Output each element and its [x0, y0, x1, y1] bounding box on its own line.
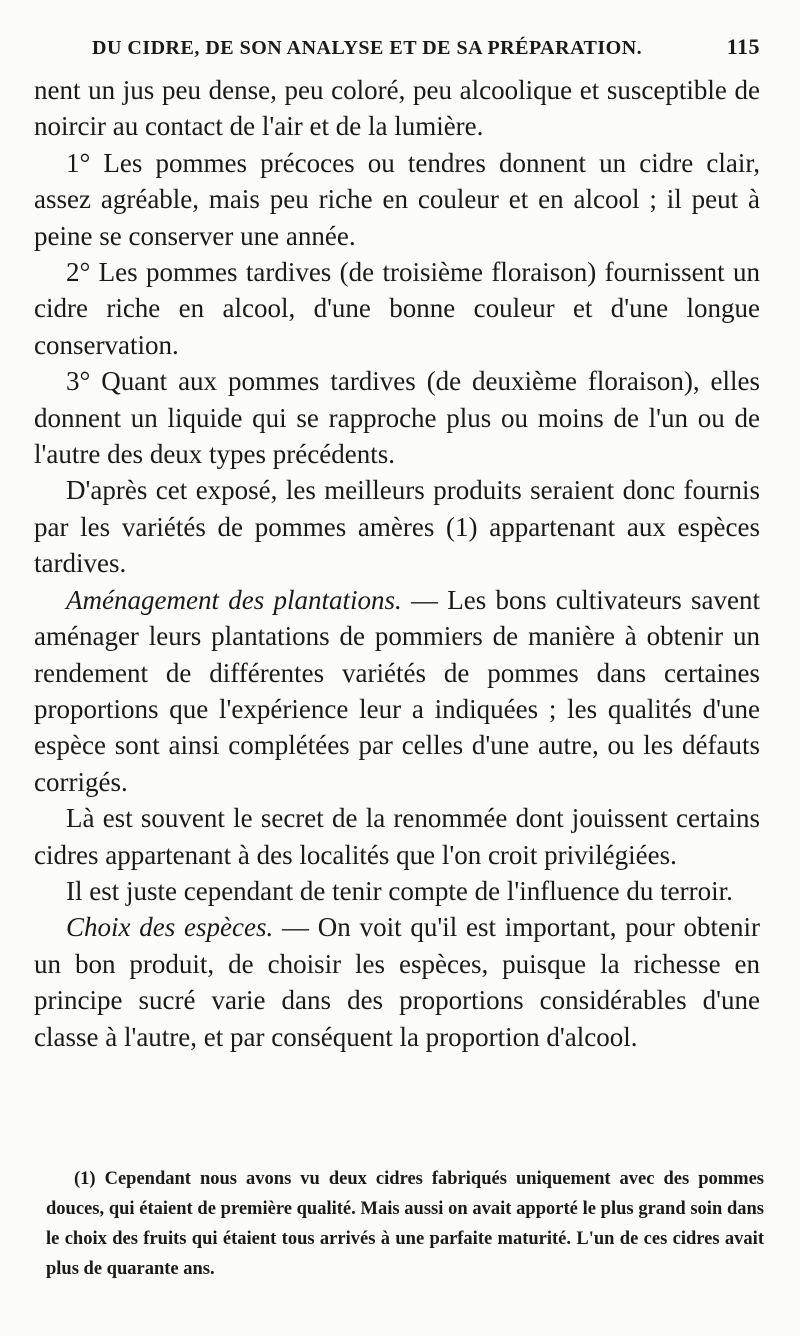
paragraph-text: — On voit qu'il est important, pour obtenir un bon produit, de choisir les espèces, puisque la richesse en principe sucré varie dans des proportions considérables d'une classe à l'autre, et par conséquent la proportion d'alcool. [34, 912, 761, 1052]
paragraph-4 [34, 363, 760, 472]
paragraph-text: 1° Les pommes précoces ou tendres donnent un cidre clair, assez agréable, mais peu riche en couleur et en alcool ; il peut à peine se conserver une année. [34, 147, 760, 251]
paragraph-text: Là est souvent le secret de la renommée dont jouissent certains cidres appartenant à des localités que l'on croit privilégiées. [34, 803, 760, 870]
paragraph-2 [34, 145, 760, 254]
section-heading: Choix des espèces. [66, 912, 274, 943]
body-text [34, 72, 760, 1055]
paragraph-text: — Les bons cultivateurs savent aménager leurs plantations de pommiers de manière à obtenir un rendement de différentes variétés de pommes dans certaines proportions que l'expérience leur a indiquées ; les qualités d'une espèce sont ainsi complétées par celles d'une autre, ou les défauts corrigés. [34, 584, 760, 797]
paragraph-3 [34, 254, 760, 363]
paragraph-6 [34, 582, 760, 800]
running-header [92, 34, 760, 66]
paragraph-5 [34, 472, 760, 581]
paragraph-1 [34, 72, 760, 145]
paragraph-text: nent un jus peu dense, peu coloré, peu alcoolique et susceptible de noircir au contact de l'air et de la lumière. [34, 75, 760, 142]
paragraph-text: 3° Quant aux pommes tardives (de deuxième floraison), elles donnent un liquide qui se rapproche plus ou moins de l'un ou de l'autre des deux types précédents. [34, 366, 760, 470]
section-heading: Aménagement des plantations. [66, 584, 402, 615]
paragraph-7 [34, 800, 760, 873]
running-title: DU CIDRE, DE SON ANALYSE ET DE SA PRÉPARATION. [92, 37, 643, 59]
footnote-text: (1) Cependant nous avons vu deux cidres fabriqués uniquement avec des pommes douces, qui étaient de première qualité. Mais aussi on avait apporté le plus grand soin dans le choix des fruits qui étaient tous arrivés à une parfaite maturité. L'un de ces cidres avait plus de quarante ans. [46, 1169, 764, 1279]
paragraph-text: Il est juste cependant de tenir compte de l'influence du terroir. [66, 875, 733, 906]
paragraph-text: D'après cet exposé, les meilleurs produits seraient donc fournis par les variétés de pommes amères (1) appartenant aux espèces tardives. [34, 475, 760, 579]
footnote [46, 1164, 764, 1284]
paragraph-text: 2° Les pommes tardives (de troisième floraison) fournissent un cidre riche en alcool, d'une bonne couleur et d'une longue conservation. [34, 257, 760, 360]
paragraph-9 [34, 909, 760, 1055]
page-number: 115 [726, 34, 760, 59]
paragraph-8 [34, 873, 760, 909]
